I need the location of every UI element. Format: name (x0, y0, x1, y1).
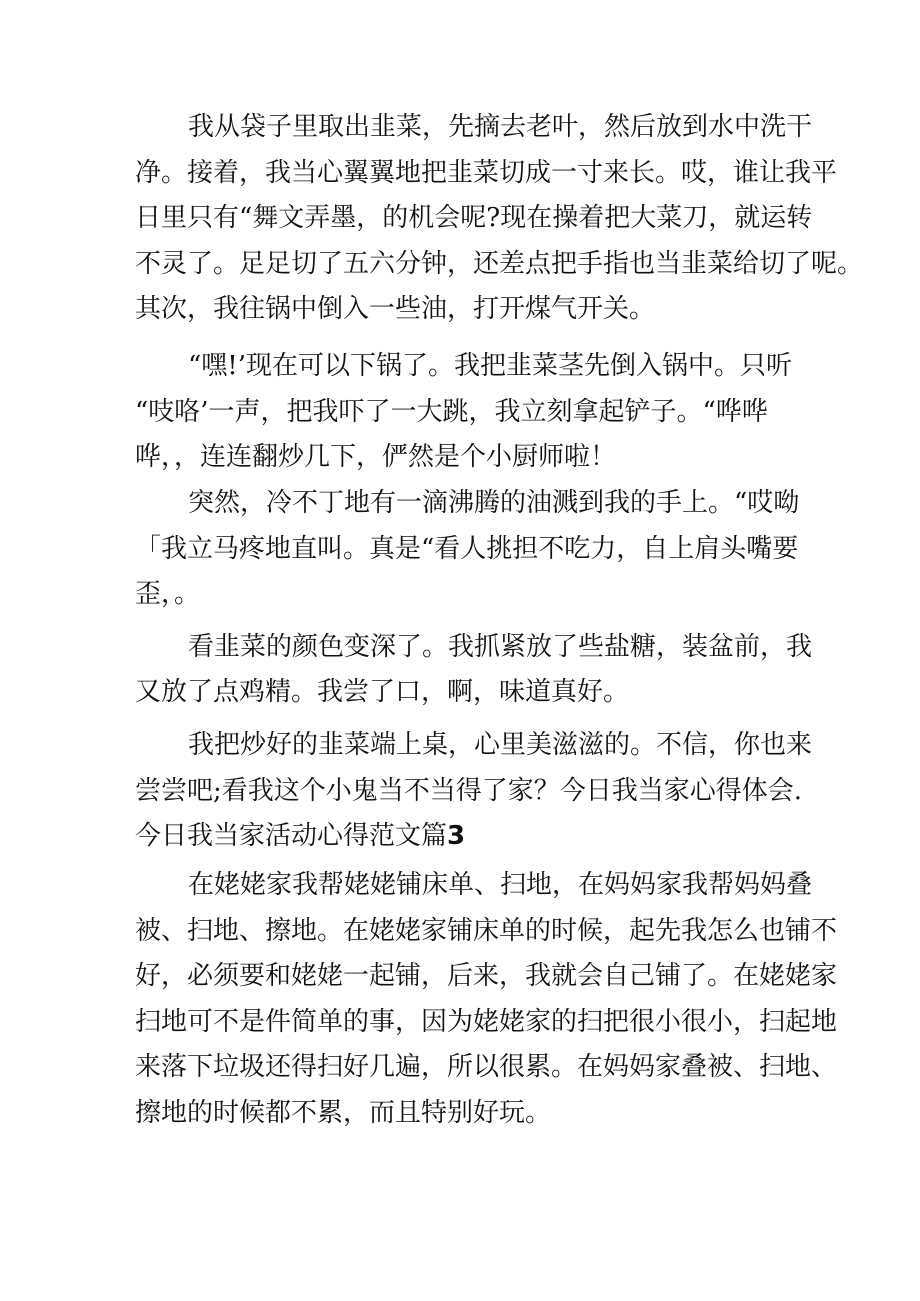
text-line: 好，必须要和姥姥一起铺，后来，我就会自己铺了。在姥姥家 (135, 961, 838, 991)
text-line: 擦地的时候都不累，而且特别好玩。 (135, 1098, 552, 1128)
text-line: 「我立马疼地直叫。真是“看人挑担不吃力，自上肩头嘴要 (135, 534, 799, 564)
text-line: 我从袋子里取出韭菜，先摘去老叶，然后放到水中洗干 (188, 112, 813, 142)
text-line: 其次，我往锅中倒入一些油，打开煤气开关。 (135, 294, 656, 324)
text-line: 在姥姥家我帮姥姥铺床单、扫地，在妈妈家我帮妈妈叠 (188, 870, 813, 900)
text-line: “嘿!’现在可以下锅了。我把韭菜茎先倒入锅中。只听 (188, 351, 793, 381)
text-line: 日里只有“舞文弄墨，的机会呢?现在操着把大菜刀，就运转 (135, 203, 813, 233)
text-line: 净。接着，我当心翼翼地把韭菜切成一寸来长。哎，谁让我平 (135, 158, 838, 188)
text-line: 歪，。 (135, 579, 201, 609)
text-line: “吱咯’一声，把我吓了一大跳，我立刻拿起铲子。“哗哗 (135, 397, 768, 427)
text-line: 不灵了。足足切了五六分钟，还差点把手指也当韭菜给切了呢。 (135, 249, 864, 279)
text-line: 又放了点鸡精。我尝了口，啊，味道真好。 (135, 677, 630, 707)
text-line: 看韭菜的颜色变深了。我抓紧放了些盐糖，装盆前，我 (188, 632, 813, 662)
text-line: 突然，冷不丁地有一滴沸腾的油溅到我的手上。“哎呦 (188, 488, 800, 518)
text-line: 哗，，连连翻炒几下，俨然是个小厨师啦！ (135, 442, 617, 472)
text-line: 被、扫地、擦地。在姥姥家铺床单的时候，起先我怎么也铺不 (135, 916, 838, 946)
text-line: 我把炒好的韭菜端上桌，心里美滋滋的。不信，你也来 (188, 730, 813, 760)
section-heading-text: 今日我当家活动心得范文篇 (135, 821, 448, 851)
text-line: 来落下垃圾还得扫好几遍，所以很累。在妈妈家叠被、扫地、 (135, 1052, 838, 1082)
section-heading-number: 3 (447, 821, 466, 851)
section-heading (135, 820, 465, 852)
text-line: 扫地可不是件简单的事，因为姥姥家的扫把很小很小，扫起地 (135, 1007, 838, 1037)
text-line: 尝尝吧;看我这个小鬼当不当得了家？今日我当家心得体会. (135, 776, 803, 806)
